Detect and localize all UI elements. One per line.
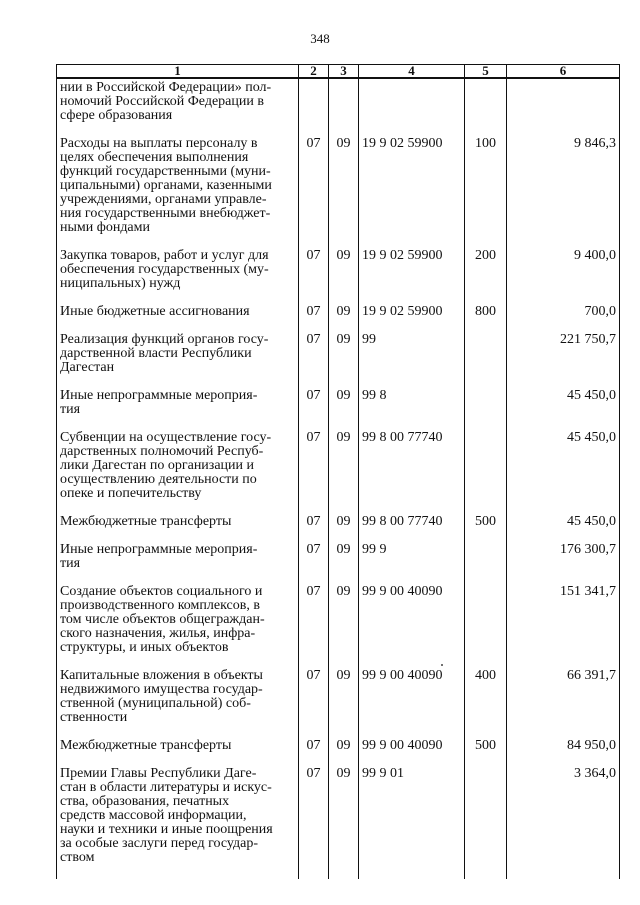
row-name: Создание объектов социального и производственного комплексов, в том числе объектов общеграждан- ского назначения, жилья, инфра- структуры, и иных объектов xyxy=(57,583,299,667)
row-code: 19 9 02 59900 xyxy=(359,135,465,247)
row-type xyxy=(465,765,507,879)
row-sum: 66 391,7 xyxy=(507,667,620,737)
table-row xyxy=(57,765,620,879)
column-header-name: 1 xyxy=(57,65,299,79)
column-header-subsection: 3 xyxy=(329,65,359,79)
row-sum: 45 450,0 xyxy=(507,429,620,513)
row-subsection: 09 xyxy=(329,247,359,303)
row-sum: 45 450,0 xyxy=(507,513,620,541)
table-row xyxy=(57,78,620,135)
table-body xyxy=(57,78,620,879)
row-subsection: 09 xyxy=(329,583,359,667)
row-name: Межбюджетные трансферты xyxy=(57,513,299,541)
row-name: Субвенции на осуществление госу- дарственных полномочий Респуб- лики Дагестан по организации и осуществлению деятельности по опеке и попечительству xyxy=(57,429,299,513)
table-row xyxy=(57,583,620,667)
row-section: 07 xyxy=(299,513,329,541)
row-name: Реализация функций органов госу- дарственной власти Республики Дагестан xyxy=(57,331,299,387)
row-section: 07 xyxy=(299,541,329,583)
row-type xyxy=(465,331,507,387)
row-code: 99 9 xyxy=(359,541,465,583)
row-subsection: 09 xyxy=(329,387,359,429)
row-name: Капитальные вложения в объекты недвижимого имущества государ- ственной (муниципальной) соб- ственности xyxy=(57,667,299,737)
table-row xyxy=(57,331,620,387)
row-section: 07 xyxy=(299,247,329,303)
row-name: Расходы на выплаты персоналу в целях обеспечения выполнения функций государственными (муни- ципальными) органами, казенными учреждениями, органами управле- ния государственными внебюджет- ными фондами xyxy=(57,135,299,247)
row-section: 07 xyxy=(299,387,329,429)
row-name: Межбюджетные трансферты xyxy=(57,737,299,765)
table-row xyxy=(57,247,620,303)
row-code: 99 xyxy=(359,331,465,387)
row-subsection: 09 xyxy=(329,303,359,331)
row-subsection: 09 xyxy=(329,135,359,247)
row-type xyxy=(465,583,507,667)
row-code: 99 8 00 77740 xyxy=(359,429,465,513)
table-row xyxy=(57,135,620,247)
row-name: Премии Главы Республики Даге- стан в области литературы и искус- ства, образования, печатных средств массовой информации, науки и техники и иные поощрения за особые заслуги перед государ- ством xyxy=(57,765,299,879)
row-sum: 9 400,0 xyxy=(507,247,620,303)
row-name: Закупка товаров, работ и услуг для обеспечения государственных (му- ниципальных) нужд xyxy=(57,247,299,303)
row-section: 07 xyxy=(299,429,329,513)
row-type: 500 xyxy=(465,513,507,541)
row-section xyxy=(299,78,329,135)
table-row xyxy=(57,387,620,429)
row-section: 07 xyxy=(299,667,329,737)
column-header-code: 4 xyxy=(359,65,465,79)
row-type: 800 xyxy=(465,303,507,331)
row-subsection: 09 xyxy=(329,667,359,737)
row-code: 19 9 02 59900 xyxy=(359,247,465,303)
row-type xyxy=(465,387,507,429)
table-row xyxy=(57,429,620,513)
row-sum: 700,0 xyxy=(507,303,620,331)
row-type xyxy=(465,78,507,135)
row-sum: 9 846,3 xyxy=(507,135,620,247)
column-header-type: 5 xyxy=(465,65,507,79)
row-code: 99 9 01 xyxy=(359,765,465,879)
row-subsection: 09 xyxy=(329,429,359,513)
budget-table xyxy=(56,64,620,879)
row-sum: 176 300,7 xyxy=(507,541,620,583)
row-type xyxy=(465,541,507,583)
table-row xyxy=(57,667,620,737)
row-sum: 45 450,0 xyxy=(507,387,620,429)
row-type: 100 xyxy=(465,135,507,247)
table-row xyxy=(57,303,620,331)
row-name: Иные непрограммные мероприя- тия xyxy=(57,541,299,583)
row-code: 99 9 00 40090 xyxy=(359,667,465,737)
row-sum: 151 341,7 xyxy=(507,583,620,667)
row-section: 07 xyxy=(299,331,329,387)
row-subsection: 09 xyxy=(329,765,359,879)
row-type xyxy=(465,429,507,513)
table-row xyxy=(57,541,620,583)
row-section: 07 xyxy=(299,765,329,879)
row-section: 07 xyxy=(299,737,329,765)
row-code xyxy=(359,78,465,135)
row-code: 99 8 00 77740 xyxy=(359,513,465,541)
row-section: 07 xyxy=(299,303,329,331)
page-number: 348 xyxy=(310,31,330,46)
row-subsection: 09 xyxy=(329,737,359,765)
row-code: 99 8 xyxy=(359,387,465,429)
row-code: 99 9 00 40090 xyxy=(359,583,465,667)
row-subsection: 09 xyxy=(329,331,359,387)
table-header-row xyxy=(57,65,620,79)
row-section: 07 xyxy=(299,583,329,667)
row-type: 200 xyxy=(465,247,507,303)
row-sum: 84 950,0 xyxy=(507,737,620,765)
row-sum xyxy=(507,78,620,135)
row-code: 99 9 00 40090 xyxy=(359,737,465,765)
table-row xyxy=(57,737,620,765)
row-type: 400 xyxy=(465,667,507,737)
row-subsection xyxy=(329,78,359,135)
column-header-sum: 6 xyxy=(507,65,620,79)
row-sum: 3 364,0 xyxy=(507,765,620,879)
row-subsection: 09 xyxy=(329,513,359,541)
row-name: нии в Российской Федерации» пол- номочий Российской Федерации в сфере образования xyxy=(57,78,299,135)
row-name: Иные бюджетные ассигнования xyxy=(57,303,299,331)
row-section: 07 xyxy=(299,135,329,247)
scan-speck xyxy=(441,664,443,666)
row-type: 500 xyxy=(465,737,507,765)
row-code: 19 9 02 59900 xyxy=(359,303,465,331)
row-sum: 221 750,7 xyxy=(507,331,620,387)
table-row xyxy=(57,513,620,541)
column-header-section: 2 xyxy=(299,65,329,79)
row-subsection: 09 xyxy=(329,541,359,583)
row-name: Иные непрограммные мероприя- тия xyxy=(57,387,299,429)
